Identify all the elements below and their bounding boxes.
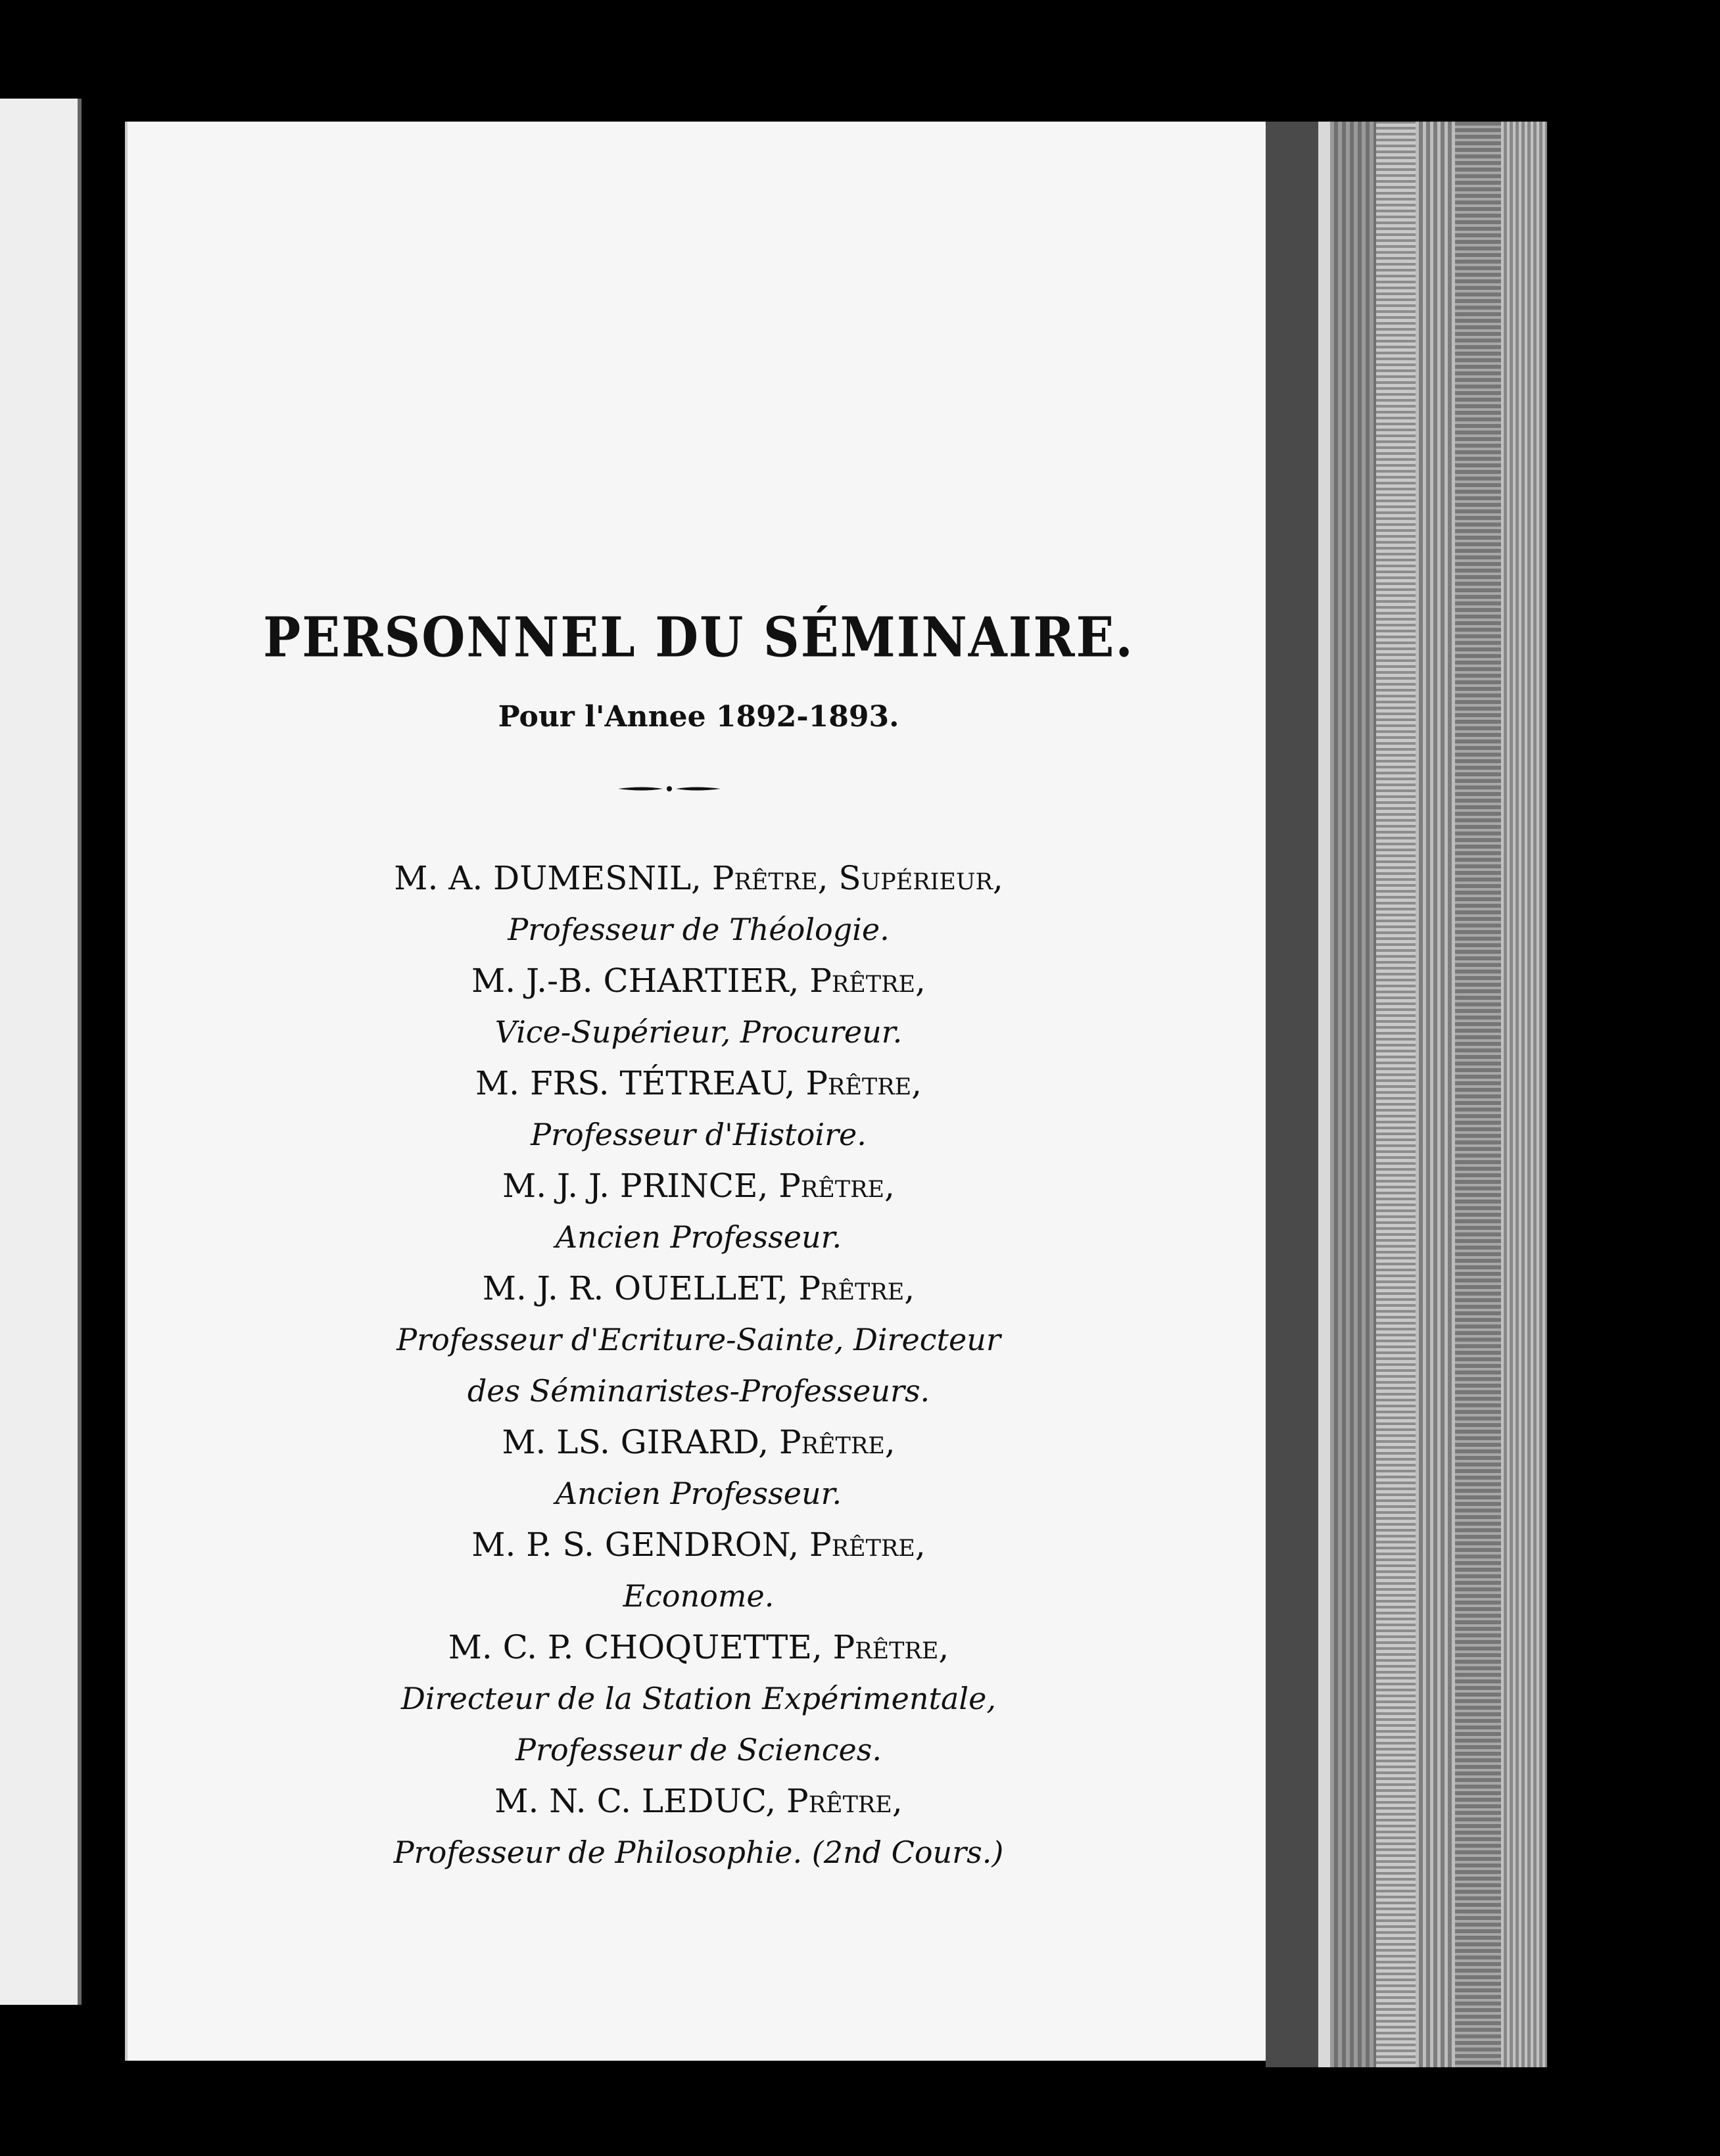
personnel-name: M. J.-B. CHARTIER, xyxy=(471,962,810,1000)
page-stack-edge xyxy=(1330,122,1376,2067)
page-stack-edge xyxy=(1318,122,1330,2067)
personnel-role: Directeur de la Station Expérimentale, xyxy=(401,1681,996,1716)
page-stack-edge xyxy=(1455,122,1501,2067)
personnel-role: des Séminaristes-Professeurs. xyxy=(467,1373,930,1409)
personnel-role: Professeur de Philosophie. (2nd Cours.) xyxy=(393,1835,1004,1870)
personnel-role: Professeur d'Histoire. xyxy=(531,1117,867,1152)
page-title: PERSONNEL DU SÉMINAIRE. xyxy=(263,605,1134,670)
personnel-title: Prêtre, xyxy=(798,1269,915,1307)
personnel-name-line xyxy=(125,1775,1272,1827)
personnel-title: Prêtre, xyxy=(778,1423,896,1461)
personnel-role: Ancien Professeur. xyxy=(555,1476,842,1511)
page-stack-edge xyxy=(1501,122,1547,2067)
personnel-name: M. LS. GIRARD, xyxy=(502,1423,779,1461)
personnel-name-line xyxy=(125,955,1272,1006)
facing-page-edge xyxy=(0,99,82,2005)
personnel-name: M. N. C. LEDUC, xyxy=(494,1782,787,1820)
personnel-role: Vice-Supérieur, Procureur. xyxy=(494,1014,903,1050)
personnel-title: Prêtre, xyxy=(832,1628,949,1666)
personnel-name: M. J. R. OUELLET, xyxy=(482,1269,799,1307)
personnel-role: Professeur d'Ecriture-Sainte, Directeur xyxy=(396,1322,1001,1357)
page-subtitle: Pour l'Annee 1892-1893. xyxy=(498,700,899,734)
personnel-name-line xyxy=(125,1417,1272,1468)
personnel-name: M. C. P. CHOQUETTE, xyxy=(448,1628,833,1666)
personnel-title: Prêtre, Supérieur, xyxy=(711,859,1003,897)
personnel-name-line xyxy=(125,853,1272,904)
personnel-name-line xyxy=(125,1519,1272,1570)
personnel-name: M. FRS. TÉTREAU, xyxy=(475,1064,806,1102)
personnel-name: M. J. J. PRINCE, xyxy=(502,1167,779,1205)
personnel-role: Professeur de Sciences. xyxy=(515,1732,882,1768)
personnel-role: Ancien Professeur. xyxy=(555,1219,842,1255)
personnel-name-line xyxy=(125,1058,1272,1109)
personnel-title: Prêtre, xyxy=(778,1167,895,1205)
page-stack-edge xyxy=(1266,122,1318,2067)
personnel-name: M. P. S. GENDRON, xyxy=(471,1526,810,1564)
personnel-title: Prêtre, xyxy=(805,1064,922,1102)
personnel-name-line xyxy=(125,1263,1272,1314)
ornament-divider xyxy=(617,785,722,792)
page-stack-edge xyxy=(1416,122,1455,2067)
personnel-title: Prêtre, xyxy=(786,1782,903,1820)
page-stack-edge xyxy=(1376,122,1416,2067)
personnel-list xyxy=(125,853,1272,1878)
personnel-title: Prêtre, xyxy=(809,1526,926,1564)
personnel-name: M. A. DUMESNIL, xyxy=(394,859,712,897)
personnel-role: Professeur de Théologie. xyxy=(508,912,890,947)
personnel-name-line xyxy=(125,1622,1272,1673)
personnel-title: Prêtre, xyxy=(809,962,926,1000)
personnel-name-line xyxy=(125,1160,1272,1211)
personnel-role: Econome. xyxy=(623,1578,775,1614)
